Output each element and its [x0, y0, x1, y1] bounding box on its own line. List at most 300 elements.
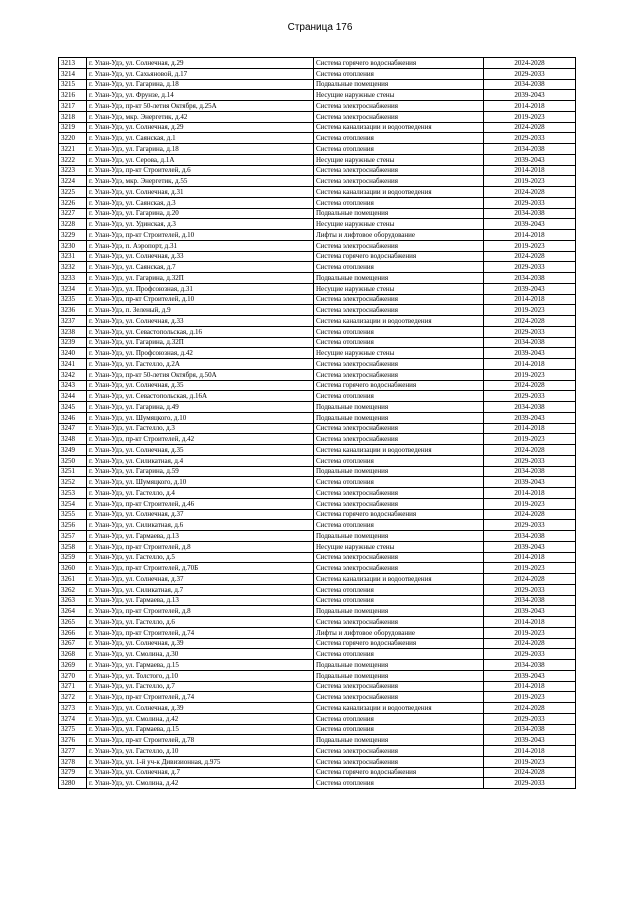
address-cell: г. Улан-Удэ, пр-кт Строителей, д.8 [87, 541, 314, 552]
period-cell: 2019-2023 [484, 756, 576, 767]
work-type-cell: Система электроснабжения [314, 294, 484, 305]
address-cell: г. Улан-Удэ, ул. Профсоюзная, д.31 [87, 283, 314, 294]
table-row [59, 316, 576, 327]
row-number-cell: 3228 [59, 219, 87, 230]
address-cell: г. Улан-Удэ, ул. Гагарина, д.49 [87, 402, 314, 413]
period-cell: 2019-2023 [484, 176, 576, 187]
row-number-cell: 3231 [59, 251, 87, 262]
period-cell: 2029-2033 [484, 455, 576, 466]
row-number-cell: 3256 [59, 520, 87, 531]
row-number-cell: 3264 [59, 606, 87, 617]
table-row [59, 735, 576, 746]
row-number-cell: 3272 [59, 692, 87, 703]
row-number-cell: 3268 [59, 649, 87, 660]
period-cell: 2019-2023 [484, 563, 576, 574]
period-cell: 2029-2033 [484, 197, 576, 208]
row-number-cell: 3278 [59, 756, 87, 767]
row-number-cell: 3236 [59, 305, 87, 316]
row-number-cell: 3275 [59, 724, 87, 735]
work-type-cell: Несущие наружные стены [314, 90, 484, 101]
table-row [59, 498, 576, 509]
period-cell: 2039-2043 [484, 735, 576, 746]
row-number-cell: 3220 [59, 133, 87, 144]
table-row [59, 154, 576, 165]
work-type-cell: Система отопления [314, 778, 484, 789]
row-number-cell: 3230 [59, 240, 87, 251]
row-number-cell: 3279 [59, 767, 87, 778]
address-cell: г. Улан-Удэ, ул. Гастелло, д.2А [87, 359, 314, 370]
row-number-cell: 3241 [59, 359, 87, 370]
row-number-cell: 3274 [59, 713, 87, 724]
work-type-cell: Система отопления [314, 477, 484, 488]
table-row [59, 778, 576, 789]
period-cell: 2039-2043 [484, 606, 576, 617]
table-row [59, 767, 576, 778]
work-type-cell: Подвальные помещения [314, 670, 484, 681]
work-type-cell: Несущие наружные стены [314, 348, 484, 359]
period-cell: 2014-2018 [484, 552, 576, 563]
period-cell: 2024-2028 [484, 122, 576, 133]
table-row [59, 627, 576, 638]
work-type-cell: Система канализации и водоотведения [314, 574, 484, 585]
period-cell: 2019-2023 [484, 692, 576, 703]
row-number-cell: 3245 [59, 402, 87, 413]
address-cell: г. Улан-Удэ, ул. 1-й уч-к Дивизионная, д.975 [87, 756, 314, 767]
period-cell: 2014-2018 [484, 359, 576, 370]
period-cell: 2024-2028 [484, 316, 576, 327]
period-cell: 2039-2043 [484, 283, 576, 294]
row-number-cell: 3266 [59, 627, 87, 638]
address-cell: г. Улан-Удэ, ул. Солнечная, д.33 [87, 251, 314, 262]
table-row [59, 703, 576, 714]
period-cell: 2024-2028 [484, 509, 576, 520]
table-row [59, 423, 576, 434]
work-type-cell: Подвальные помещения [314, 660, 484, 671]
address-cell: г. Улан-Удэ, ул. Гагарина, д.18 [87, 144, 314, 155]
work-type-cell: Система отопления [314, 391, 484, 402]
address-cell: г. Улан-Удэ, ул. Солнечная, д.39 [87, 638, 314, 649]
address-cell: г. Улан-Удэ, ул. Гастелло, д.10 [87, 746, 314, 757]
work-type-cell: Система отопления [314, 337, 484, 348]
period-cell: 2014-2018 [484, 681, 576, 692]
work-type-cell: Система электроснабжения [314, 359, 484, 370]
row-number-cell: 3215 [59, 79, 87, 90]
address-cell: г. Улан-Удэ, ул. Солнечная, д.31 [87, 187, 314, 198]
period-cell: 2024-2028 [484, 445, 576, 456]
period-cell: 2029-2033 [484, 713, 576, 724]
address-cell: г. Улан-Удэ, ул. Севастопольская, д.16А [87, 391, 314, 402]
work-type-cell: Подвальные помещения [314, 735, 484, 746]
row-number-cell: 3234 [59, 283, 87, 294]
address-cell: г. Улан-Удэ, п. Аэропорт, д.31 [87, 240, 314, 251]
table-row [59, 455, 576, 466]
work-type-cell: Система канализации и водоотведения [314, 316, 484, 327]
period-cell: 2014-2018 [484, 101, 576, 112]
row-number-cell: 3226 [59, 197, 87, 208]
work-type-cell: Несущие наружные стены [314, 154, 484, 165]
period-cell: 2014-2018 [484, 423, 576, 434]
work-type-cell: Система отопления [314, 649, 484, 660]
work-type-cell: Система отопления [314, 197, 484, 208]
table-row [59, 337, 576, 348]
period-cell: 2029-2033 [484, 584, 576, 595]
table-row [59, 305, 576, 316]
address-cell: г. Улан-Удэ, ул. Солнечная, д.29 [87, 58, 314, 69]
table-row [59, 606, 576, 617]
period-cell: 2014-2018 [484, 617, 576, 628]
row-number-cell: 3269 [59, 660, 87, 671]
period-cell: 2019-2023 [484, 498, 576, 509]
period-cell: 2019-2023 [484, 434, 576, 445]
row-number-cell: 3227 [59, 208, 87, 219]
work-type-cell: Система электроснабжения [314, 756, 484, 767]
address-cell: г. Улан-Удэ, ул. Гастелло, д.3 [87, 423, 314, 434]
table-row [59, 445, 576, 456]
work-type-cell: Система электроснабжения [314, 111, 484, 122]
address-cell: г. Улан-Удэ, ул. Солнечная, д.29 [87, 122, 314, 133]
work-type-cell: Подвальные помещения [314, 273, 484, 284]
period-cell: 2014-2018 [484, 294, 576, 305]
row-number-cell: 3257 [59, 531, 87, 542]
work-type-cell: Система электроснабжения [314, 434, 484, 445]
row-number-cell: 3244 [59, 391, 87, 402]
address-cell: г. Улан-Удэ, ул. Силикатная, д.7 [87, 584, 314, 595]
period-cell: 2039-2043 [484, 348, 576, 359]
address-cell: г. Улан-Удэ, ул. Гастелло, д.7 [87, 681, 314, 692]
address-cell: г. Улан-Удэ, ул. Гагарина, д.18 [87, 79, 314, 90]
period-cell: 2019-2023 [484, 627, 576, 638]
address-cell: г. Улан-Удэ, ул. Солнечная, д.33 [87, 316, 314, 327]
work-type-cell: Система отопления [314, 724, 484, 735]
address-cell: г. Улан-Удэ, пр-кт Строителей, д.74 [87, 627, 314, 638]
address-cell: г. Улан-Удэ, ул. Смолина, д.30 [87, 649, 314, 660]
work-type-cell: Система отопления [314, 455, 484, 466]
period-cell: 2039-2043 [484, 90, 576, 101]
address-cell: г. Улан-Удэ, ул. Гастелло, д.6 [87, 617, 314, 628]
address-cell: г. Улан-Удэ, пр-кт Строителей, д.78 [87, 735, 314, 746]
row-number-cell: 3247 [59, 423, 87, 434]
address-cell: г. Улан-Удэ, ул. Солнечная, д.7 [87, 767, 314, 778]
period-cell: 2034-2038 [484, 337, 576, 348]
work-type-cell: Лифты и лифтовое оборудование [314, 230, 484, 241]
work-type-cell: Система горячего водоснабжения [314, 251, 484, 262]
address-cell: г. Улан-Удэ, ул. Саянская, д.3 [87, 197, 314, 208]
address-cell: г. Улан-Удэ, ул. Смолина, д.42 [87, 713, 314, 724]
work-type-cell: Система электроснабжения [314, 617, 484, 628]
period-cell: 2029-2033 [484, 391, 576, 402]
work-type-cell: Подвальные помещения [314, 208, 484, 219]
table-row [59, 111, 576, 122]
period-cell: 2034-2038 [484, 660, 576, 671]
table-row [59, 230, 576, 241]
table-row [59, 531, 576, 542]
address-cell: г. Улан-Удэ, пр-кт Строителей, д.70Б [87, 563, 314, 574]
address-cell: г. Улан-Удэ, ул. Гагарина, д.20 [87, 208, 314, 219]
work-type-cell: Система электроснабжения [314, 423, 484, 434]
work-type-cell: Система отопления [314, 68, 484, 79]
table-row [59, 670, 576, 681]
address-cell: г. Улан-Удэ, пр-кт Строителей, д.10 [87, 230, 314, 241]
work-type-cell: Система электроснабжения [314, 563, 484, 574]
table-row [59, 681, 576, 692]
row-number-cell: 3250 [59, 455, 87, 466]
period-cell: 2014-2018 [484, 488, 576, 499]
period-cell: 2029-2033 [484, 326, 576, 337]
row-number-cell: 3242 [59, 369, 87, 380]
work-type-cell: Система электроснабжения [314, 498, 484, 509]
table-row [59, 638, 576, 649]
work-type-cell: Несущие наружные стены [314, 283, 484, 294]
work-type-cell: Подвальные помещения [314, 531, 484, 542]
work-type-cell: Система электроснабжения [314, 240, 484, 251]
table-row [59, 477, 576, 488]
period-cell: 2034-2038 [484, 402, 576, 413]
table-row [59, 402, 576, 413]
address-cell: г. Улан-Удэ, ул. Гастелло, д.4 [87, 488, 314, 499]
table-row [59, 90, 576, 101]
table-row [59, 79, 576, 90]
table-row [59, 326, 576, 337]
work-type-cell: Лифты и лифтовое оборудование [314, 627, 484, 638]
period-cell: 2034-2038 [484, 595, 576, 606]
address-cell: г. Улан-Удэ, пр-кт Строителей, д.74 [87, 692, 314, 703]
table-row [59, 294, 576, 305]
address-cell: г. Улан-Удэ, ул. Гармаева, д.13 [87, 531, 314, 542]
page-header: Страница 176 [287, 22, 353, 33]
work-type-cell: Система электроснабжения [314, 305, 484, 316]
row-number-cell: 3239 [59, 337, 87, 348]
period-cell: 2034-2038 [484, 79, 576, 90]
address-cell: г. Улан-Удэ, пр-кт Строителей, д.6 [87, 165, 314, 176]
row-number-cell: 3277 [59, 746, 87, 757]
address-cell: г. Улан-Удэ, пр-кт Строителей, д.10 [87, 294, 314, 305]
work-type-cell: Система электроснабжения [314, 746, 484, 757]
address-cell: г. Улан-Удэ, ул. Солнечная, д.35 [87, 380, 314, 391]
work-type-cell: Система канализации и водоотведения [314, 122, 484, 133]
period-cell: 2024-2028 [484, 251, 576, 262]
work-type-cell: Система отопления [314, 326, 484, 337]
row-number-cell: 3223 [59, 165, 87, 176]
address-cell: г. Улан-Удэ, ул. Гагарина, д.32П [87, 273, 314, 284]
address-cell: г. Улан-Удэ, ул. Силикатная, д.4 [87, 455, 314, 466]
address-cell: г. Улан-Удэ, ул. Гармаева, д.13 [87, 595, 314, 606]
address-cell: г. Улан-Удэ, ул. Севастопольская, д.16 [87, 326, 314, 337]
table-row [59, 391, 576, 402]
address-cell: г. Улан-Удэ, ул. Толстого, д.10 [87, 670, 314, 681]
table-row [59, 649, 576, 660]
table-row [59, 283, 576, 294]
work-type-cell: Система отопления [314, 144, 484, 155]
table-row [59, 219, 576, 230]
period-cell: 2024-2028 [484, 574, 576, 585]
work-type-cell: Система электроснабжения [314, 176, 484, 187]
table-row [59, 187, 576, 198]
row-number-cell: 3216 [59, 90, 87, 101]
work-type-cell: Подвальные помещения [314, 79, 484, 90]
row-number-cell: 3271 [59, 681, 87, 692]
period-cell: 2019-2023 [484, 369, 576, 380]
row-number-cell: 3255 [59, 509, 87, 520]
period-cell: 2024-2028 [484, 638, 576, 649]
work-type-cell: Система электроснабжения [314, 165, 484, 176]
period-cell: 2029-2033 [484, 520, 576, 531]
period-cell: 2019-2023 [484, 111, 576, 122]
work-type-cell: Несущие наружные стены [314, 219, 484, 230]
table-row [59, 692, 576, 703]
address-cell: г. Улан-Удэ, ул. Гагарина, д.32П [87, 337, 314, 348]
table-row [59, 574, 576, 585]
table-row [59, 240, 576, 251]
row-number-cell: 3214 [59, 68, 87, 79]
work-type-cell: Несущие наружные стены [314, 541, 484, 552]
period-cell: 2029-2033 [484, 649, 576, 660]
work-type-cell: Система горячего водоснабжения [314, 58, 484, 69]
period-cell: 2019-2023 [484, 305, 576, 316]
row-number-cell: 3258 [59, 541, 87, 552]
row-number-cell: 3263 [59, 595, 87, 606]
row-number-cell: 3265 [59, 617, 87, 628]
period-cell: 2029-2033 [484, 778, 576, 789]
period-cell: 2024-2028 [484, 767, 576, 778]
period-cell: 2039-2043 [484, 412, 576, 423]
row-number-cell: 3232 [59, 262, 87, 273]
table-row [59, 412, 576, 423]
work-type-cell: Система электроснабжения [314, 681, 484, 692]
period-cell: 2029-2033 [484, 262, 576, 273]
row-number-cell: 3253 [59, 488, 87, 499]
register-body [59, 58, 576, 789]
register-table [58, 57, 576, 789]
row-number-cell: 3218 [59, 111, 87, 122]
row-number-cell: 3235 [59, 294, 87, 305]
work-type-cell: Подвальные помещения [314, 412, 484, 423]
row-number-cell: 3259 [59, 552, 87, 563]
table-row [59, 724, 576, 735]
table-row [59, 133, 576, 144]
period-cell: 2014-2018 [484, 165, 576, 176]
row-number-cell: 3280 [59, 778, 87, 789]
address-cell: г. Улан-Удэ, ул. Профсоюзная, д.42 [87, 348, 314, 359]
work-type-cell: Система горячего водоснабжения [314, 767, 484, 778]
row-number-cell: 3254 [59, 498, 87, 509]
period-cell: 2024-2028 [484, 703, 576, 714]
table-row [59, 434, 576, 445]
row-number-cell: 3267 [59, 638, 87, 649]
table-row [59, 68, 576, 79]
work-type-cell: Система канализации и водоотведения [314, 703, 484, 714]
period-cell: 2029-2033 [484, 68, 576, 79]
address-cell: г. Улан-Удэ, ул. Шумяцкого, д.10 [87, 477, 314, 488]
address-cell: г. Улан-Удэ, ул. Гагарина, д.59 [87, 466, 314, 477]
work-type-cell: Подвальные помещения [314, 606, 484, 617]
address-cell: г. Улан-Удэ, ул. Сахьяновой, д.17 [87, 68, 314, 79]
table-row [59, 713, 576, 724]
period-cell: 2034-2038 [484, 724, 576, 735]
period-cell: 2034-2038 [484, 144, 576, 155]
work-type-cell: Система канализации и водоотведения [314, 187, 484, 198]
row-number-cell: 3224 [59, 176, 87, 187]
row-number-cell: 3249 [59, 445, 87, 456]
table-row [59, 552, 576, 563]
address-cell: г. Улан-Удэ, пр-кт 50-летия Октября, д.25А [87, 101, 314, 112]
table-row [59, 197, 576, 208]
row-number-cell: 3237 [59, 316, 87, 327]
work-type-cell: Система отопления [314, 713, 484, 724]
period-cell: 2024-2028 [484, 58, 576, 69]
address-cell: г. Улан-Удэ, ул. Силикатная, д.6 [87, 520, 314, 531]
row-number-cell: 3222 [59, 154, 87, 165]
address-cell: г. Улан-Удэ, ул. Саянская, д.7 [87, 262, 314, 273]
period-cell: 2039-2043 [484, 154, 576, 165]
address-cell: г. Улан-Удэ, ул. Серова, д.1А [87, 154, 314, 165]
table-row [59, 466, 576, 477]
row-number-cell: 3251 [59, 466, 87, 477]
table-row [59, 144, 576, 155]
period-cell: 2034-2038 [484, 273, 576, 284]
period-cell: 2029-2033 [484, 133, 576, 144]
table-row [59, 520, 576, 531]
work-type-cell: Система электроснабжения [314, 101, 484, 112]
table-row [59, 273, 576, 284]
row-number-cell: 3246 [59, 412, 87, 423]
period-cell: 2034-2038 [484, 466, 576, 477]
address-cell: г. Улан-Удэ, ул. Солнечная, д.37 [87, 574, 314, 585]
period-cell: 2024-2028 [484, 380, 576, 391]
table-row [59, 348, 576, 359]
work-type-cell: Система электроснабжения [314, 552, 484, 563]
row-number-cell: 3261 [59, 574, 87, 585]
address-cell: г. Улан-Удэ, ул. Солнечная, д.37 [87, 509, 314, 520]
address-cell: г. Улан-Удэ, пр-кт Строителей, д.8 [87, 606, 314, 617]
address-cell: г. Улан-Удэ, мкр. Энергетик, д.55 [87, 176, 314, 187]
address-cell: г. Улан-Удэ, пр-кт Строителей, д.46 [87, 498, 314, 509]
address-cell: г. Улан-Удэ, ул. Фрунзе, д.14 [87, 90, 314, 101]
row-number-cell: 3243 [59, 380, 87, 391]
work-type-cell: Система горячего водоснабжения [314, 509, 484, 520]
address-cell: г. Улан-Удэ, п. Зеленый, д.9 [87, 305, 314, 316]
work-type-cell: Система отопления [314, 595, 484, 606]
row-number-cell: 3221 [59, 144, 87, 155]
address-cell: г. Улан-Удэ, ул. Гастелло, д.5 [87, 552, 314, 563]
table-row [59, 509, 576, 520]
work-type-cell: Подвальные помещения [314, 402, 484, 413]
work-type-cell: Система отопления [314, 133, 484, 144]
row-number-cell: 3233 [59, 273, 87, 284]
row-number-cell: 3262 [59, 584, 87, 595]
table-row [59, 595, 576, 606]
address-cell: г. Улан-Удэ, ул. Солнечная, д.35 [87, 445, 314, 456]
table-row [59, 165, 576, 176]
address-cell: г. Улан-Удэ, пр-кт Строителей, д.42 [87, 434, 314, 445]
table-row [59, 101, 576, 112]
work-type-cell: Система отопления [314, 262, 484, 273]
table-row [59, 369, 576, 380]
row-number-cell: 3260 [59, 563, 87, 574]
address-cell: г. Улан-Удэ, ул. Шумяцкого, д.10 [87, 412, 314, 423]
period-cell: 2039-2043 [484, 670, 576, 681]
period-cell: 2014-2018 [484, 230, 576, 241]
address-cell: г. Улан-Удэ, ул. Солнечная, д.39 [87, 703, 314, 714]
row-number-cell: 3276 [59, 735, 87, 746]
period-cell: 2024-2028 [484, 187, 576, 198]
address-cell: г. Улан-Удэ, ул. Гармаева, д.15 [87, 724, 314, 735]
table-row [59, 58, 576, 69]
table-row [59, 122, 576, 133]
table-row [59, 208, 576, 219]
row-number-cell: 3248 [59, 434, 87, 445]
work-type-cell: Система горячего водоснабжения [314, 380, 484, 391]
period-cell: 2019-2023 [484, 240, 576, 251]
